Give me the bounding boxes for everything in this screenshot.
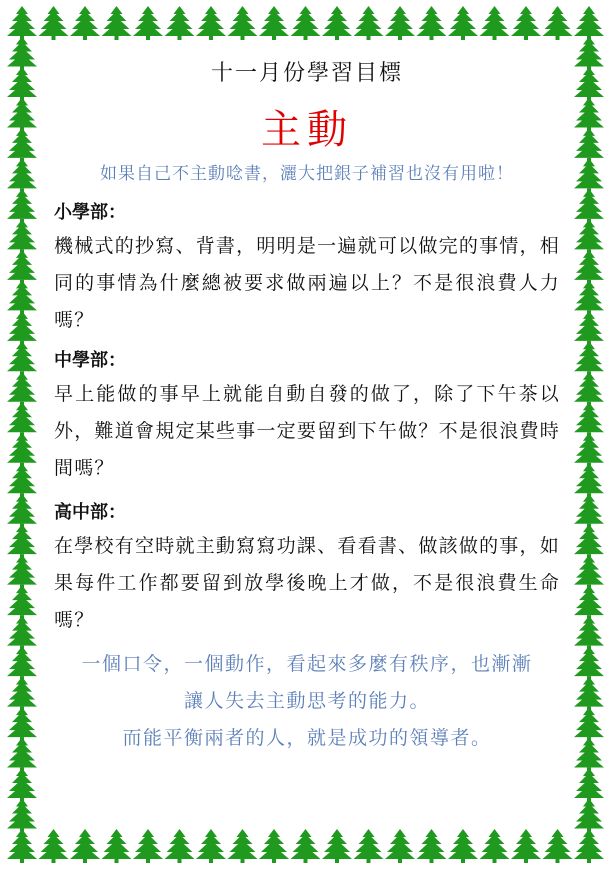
christmas-tree-icon: [7, 646, 37, 680]
christmas-tree-icon: [574, 646, 604, 680]
christmas-tree-icon: [385, 6, 415, 40]
christmas-tree-icon: [7, 829, 37, 863]
christmas-tree-icon: [7, 707, 37, 741]
christmas-tree-icon: [7, 36, 37, 70]
christmas-tree-icon: [354, 829, 384, 863]
christmas-tree-icon: [7, 738, 37, 772]
christmas-tree-icon: [574, 189, 604, 223]
christmas-tree-icon: [7, 189, 37, 223]
theme-heading: 主動: [261, 107, 353, 153]
christmas-tree-icon: [7, 677, 37, 711]
closing-line: 一個口令，一個動作，看起來多麼有秩序，也漸漸: [81, 653, 533, 675]
christmas-tree-icon: [133, 829, 163, 863]
christmas-tree-icon: [39, 6, 69, 40]
christmas-tree-icon: [7, 67, 37, 101]
christmas-tree-icon: [196, 6, 226, 40]
christmas-tree-icon: [70, 6, 100, 40]
motto-line: 如果自己不主動唸書，灑大把銀子補習也沒有用啦！: [100, 164, 514, 184]
christmas-tree-icon: [480, 6, 510, 40]
christmas-tree-icon: [574, 219, 604, 253]
christmas-tree-icon: [574, 768, 604, 802]
christmas-tree-icon: [7, 219, 37, 253]
christmas-tree-icon: [574, 6, 604, 40]
section-primary: [54, 198, 560, 339]
page-title: 十一月份學習目標: [210, 61, 403, 86]
christmas-tree-icon: [322, 6, 352, 40]
christmas-tree-icon: [7, 311, 37, 345]
christmas-tree-icon: [7, 463, 37, 497]
christmas-tree-icon: [574, 372, 604, 406]
christmas-tree-icon: [574, 250, 604, 284]
christmas-tree-icon: [322, 829, 352, 863]
section-body: 在學校有空時就主動寫寫功課、看看書、做該做的事，如果每件工作都要留到放學後晚上才做，不是很浪費生命嗎？: [54, 535, 560, 631]
christmas-tree-icon: [543, 829, 573, 863]
christmas-tree-icon: [574, 799, 604, 833]
christmas-tree-icon: [574, 738, 604, 772]
christmas-tree-icon: [574, 67, 604, 101]
christmas-tree-icon: [574, 616, 604, 650]
christmas-tree-icon: [417, 829, 447, 863]
christmas-tree-icon: [291, 6, 321, 40]
christmas-tree-icon: [7, 524, 37, 558]
christmas-tree-icon: [574, 524, 604, 558]
christmas-tree-icon: [7, 280, 37, 314]
christmas-tree-icon: [543, 6, 573, 40]
section-heading: 高中部：: [54, 502, 126, 523]
christmas-tree-icon: [7, 128, 37, 162]
christmas-tree-icon: [574, 555, 604, 589]
christmas-tree-icon: [7, 616, 37, 650]
christmas-tree-icon: [574, 280, 604, 314]
christmas-tree-icon: [228, 829, 258, 863]
christmas-tree-icon: [574, 341, 604, 375]
christmas-tree-icon: [354, 6, 384, 40]
christmas-tree-icon: [70, 829, 100, 863]
christmas-tree-icon: [259, 6, 289, 40]
christmas-tree-icon: [574, 128, 604, 162]
section-body: 早上能做的事早上就能自動自發的做了，除了下午茶以外，難道會規定某些事一定要留到下午做？不是很浪費時間嗎？: [54, 383, 560, 479]
christmas-tree-icon: [7, 341, 37, 375]
christmas-tree-icon: [165, 6, 195, 40]
christmas-tree-icon: [417, 6, 447, 40]
christmas-tree-icon: [7, 250, 37, 284]
christmas-tree-icon: [480, 829, 510, 863]
christmas-tree-icon: [7, 433, 37, 467]
christmas-tree-icon: [448, 6, 478, 40]
christmas-tree-icon: [7, 799, 37, 833]
christmas-tree-icon: [574, 707, 604, 741]
christmas-tree-icon: [511, 6, 541, 40]
christmas-tree-icon: [574, 463, 604, 497]
christmas-tree-icon: [574, 311, 604, 345]
christmas-tree-icon: [102, 829, 132, 863]
section-high: [54, 498, 560, 639]
christmas-tree-icon: [7, 6, 37, 40]
christmas-tree-icon: [228, 6, 258, 40]
christmas-tree-icon: [7, 555, 37, 589]
christmas-tree-icon: [574, 494, 604, 528]
christmas-tree-icon: [574, 36, 604, 70]
christmas-tree-icon: [165, 829, 195, 863]
christmas-tree-icon: [574, 97, 604, 131]
christmas-tree-icon: [7, 494, 37, 528]
christmas-tree-icon: [102, 6, 132, 40]
christmas-tree-icon: [39, 829, 69, 863]
christmas-tree-icon: [574, 158, 604, 192]
closing-line: 而能平衡兩者的人，就是成功的領導者。: [122, 727, 492, 749]
christmas-tree-icon: [7, 97, 37, 131]
christmas-tree-icon: [7, 768, 37, 802]
section-heading: 中學部：: [54, 350, 126, 371]
christmas-tree-icon: [133, 6, 163, 40]
section-body: 機械式的抄寫、背書，明明是一遍就可以做完的事情，相同的事情為什麼總被要求做兩遍以上？不是很浪費人力嗎？: [54, 235, 560, 331]
closing-message: [52, 646, 562, 757]
christmas-tree-icon: [574, 677, 604, 711]
christmas-tree-icon: [448, 829, 478, 863]
christmas-tree-icon: [259, 829, 289, 863]
christmas-tree-icon: [574, 402, 604, 436]
christmas-tree-icon: [7, 372, 37, 406]
christmas-tree-icon: [196, 829, 226, 863]
section-heading: 小學部：: [54, 202, 126, 223]
christmas-tree-icon: [511, 829, 541, 863]
closing-line: 讓人失去主動思考的能力。: [183, 690, 430, 712]
christmas-tree-icon: [385, 829, 415, 863]
christmas-tree-icon: [574, 433, 604, 467]
christmas-tree-icon: [7, 158, 37, 192]
christmas-tree-icon: [291, 829, 321, 863]
christmas-tree-icon: [574, 585, 604, 619]
section-middle: [54, 346, 560, 487]
christmas-tree-icon: [7, 585, 37, 619]
christmas-tree-icon: [574, 829, 604, 863]
christmas-tree-icon: [7, 402, 37, 436]
